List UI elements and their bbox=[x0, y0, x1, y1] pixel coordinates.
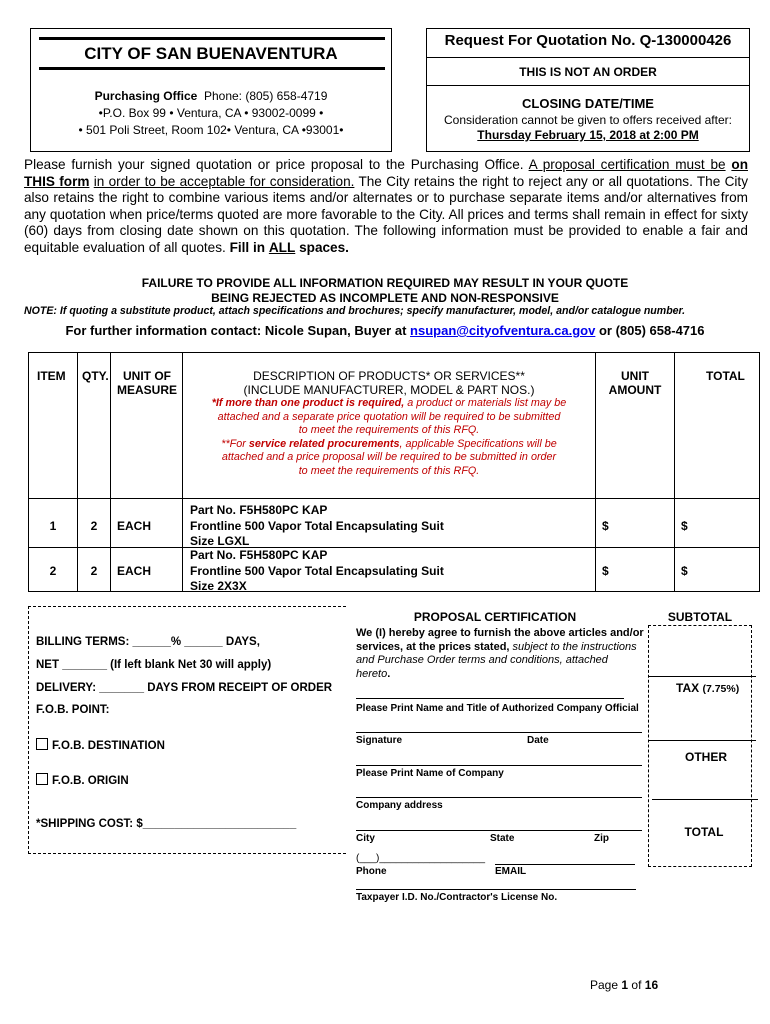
row-1-desc-2: Frontline 500 Vapor Total Encapsulating Suit bbox=[190, 519, 444, 533]
intro-text-7: ALL bbox=[268, 239, 296, 255]
intro-text-3: on THIS form bbox=[24, 157, 748, 189]
warning-line-2: BEING REJECTED AS INCOMPLETE AND NON-RESPONSIVE bbox=[211, 291, 559, 305]
company-name-label: Please Print Name of Company bbox=[356, 768, 504, 779]
signature-label: Signature bbox=[356, 735, 403, 746]
row-1-total[interactable]: $ bbox=[681, 519, 688, 533]
tax-label: TAX bbox=[676, 681, 700, 695]
rfq-rule bbox=[427, 57, 749, 58]
row-2-desc-1: Part No. F5H580PC KAP bbox=[190, 548, 328, 562]
intro-text-1: Please furnish your signed quotation or price proposal to the Purchasing Office. bbox=[24, 157, 524, 172]
service-note-line-3: to meet the requirements of this RFQ. bbox=[298, 464, 480, 477]
intro-text-4: in order to be acceptable for consideration. bbox=[93, 173, 355, 189]
intro-paragraph bbox=[24, 157, 748, 256]
shipping-cost[interactable]: *SHIPPING COST: $________________________ bbox=[36, 818, 297, 830]
city-header-box bbox=[30, 28, 392, 152]
state-label: State bbox=[490, 833, 515, 844]
certification-text-bold: We (I) hereby agree to furnish the above articles and/or services, at the prices stated, bbox=[356, 627, 644, 653]
closing-title: CLOSING DATE/TIME bbox=[522, 96, 654, 111]
certification-text-italic: subject to the instructions and Purchase Order terms and conditions, attached hereto bbox=[356, 640, 637, 680]
row-div-2 bbox=[29, 547, 759, 548]
phone-blank[interactable]: (___)___________________ bbox=[356, 853, 486, 864]
row-2-total[interactable]: $ bbox=[681, 564, 688, 578]
product-note-line-3: to meet the requirements of this RFQ. bbox=[298, 424, 480, 436]
city-top-rule bbox=[39, 37, 385, 40]
city-label: City bbox=[356, 833, 375, 844]
service-note-line-2: attached and a price proposal will be required to be submitted in order bbox=[221, 451, 557, 463]
company-address-label: Company address bbox=[356, 800, 443, 811]
date-label: Date bbox=[527, 735, 549, 746]
fob-origin-label: F.O.B. ORIGIN bbox=[52, 775, 129, 787]
row-2-qty: 2 bbox=[90, 564, 98, 578]
page-prefix: Page bbox=[590, 978, 619, 992]
col-div-1 bbox=[77, 353, 78, 591]
city-name: CITY OF SAN BUENAVENTURA bbox=[84, 44, 338, 63]
product-note-line-1: *If more than one product is required, a product or materials list may be bbox=[211, 397, 567, 409]
row-1-desc-1: Part No. F5H580PC KAP bbox=[190, 503, 328, 517]
fob-destination-option[interactable] bbox=[36, 738, 165, 752]
signature-line[interactable] bbox=[356, 732, 642, 733]
subtotal-label: SUBTOTAL bbox=[667, 610, 733, 624]
certification-title: PROPOSAL CERTIFICATION bbox=[413, 610, 577, 624]
page-number bbox=[590, 978, 658, 992]
po-box: •P.O. Box 99 • Ventura, CA • 93002-0099 • bbox=[98, 106, 324, 120]
row-1-desc-3: Size LGXL bbox=[190, 534, 250, 548]
service-note-line-1: **For service related procurements, applicable Specifications will be bbox=[221, 437, 557, 450]
name-title-line[interactable] bbox=[356, 698, 624, 699]
row-div-1 bbox=[29, 498, 759, 499]
product-note bbox=[183, 397, 595, 478]
phone-label: Phone bbox=[356, 866, 387, 877]
rfq-title: Request For Quotation No. Q-130000426 bbox=[444, 32, 732, 49]
subtotal-input-line[interactable] bbox=[648, 676, 756, 677]
header-item: ITEM bbox=[37, 369, 66, 383]
header-qty: QTY. bbox=[82, 369, 109, 383]
street-address: • 501 Poli Street, Room 102• Ventura, CA •93001• bbox=[78, 123, 344, 137]
net-terms[interactable]: NET _______ (If left blank Net 30 will apply) bbox=[36, 659, 272, 671]
header-unit-amount-1: UNIT bbox=[621, 369, 649, 383]
warning-line-1: FAILURE TO PROVIDE ALL INFORMATION REQUIRED MAY RESULT IN YOUR QUOTE bbox=[141, 276, 629, 290]
header-unit-amount-2: AMOUNT bbox=[608, 383, 662, 397]
office-label: Purchasing Office bbox=[94, 89, 198, 103]
company-name-line[interactable] bbox=[356, 765, 642, 766]
col-div-5 bbox=[674, 353, 675, 591]
product-note-line-2: attached and a separate price quotation will be required to be submitted bbox=[217, 410, 561, 423]
not-an-order: THIS IS NOT AN ORDER bbox=[519, 65, 657, 79]
contact-line bbox=[0, 323, 770, 338]
fob-destination-checkbox[interactable] bbox=[36, 738, 48, 750]
email-label: EMAIL bbox=[495, 866, 527, 877]
city-state-zip-line[interactable] bbox=[356, 830, 642, 831]
substitute-note: NOTE: If quoting a substitute product, attach specifications and brochures; specify manufacturer, model, and/or catalogue number. bbox=[24, 305, 686, 317]
row-1-qty: 2 bbox=[90, 519, 98, 533]
contact-prefix: For further information contact: Nicole Supan, Buyer at bbox=[65, 323, 407, 338]
certification-text: We (I) hereby agree to furnish the above articles and/or services, at the prices stated, subject to the instructions and Purchase Order terms and conditions, attached hereto. bbox=[356, 627, 644, 680]
billing-terms[interactable]: BILLING TERMS: ______% ______ DAYS, bbox=[36, 636, 260, 648]
city-bottom-rule bbox=[39, 67, 385, 70]
fob-origin-option[interactable] bbox=[36, 773, 129, 787]
row-1-amount[interactable]: $ bbox=[602, 519, 609, 533]
row-1-unit: EACH bbox=[117, 519, 152, 533]
row-2-desc-3: Size 2X3X bbox=[190, 579, 247, 593]
office-phone: Phone: (805) 658-4719 bbox=[203, 89, 328, 103]
fob-origin-checkbox[interactable] bbox=[36, 773, 48, 785]
office-line bbox=[31, 89, 391, 103]
intro-text-2: A proposal certification must be bbox=[528, 157, 726, 172]
intro-text-6: Fill in bbox=[229, 239, 266, 255]
row-2-item: 2 bbox=[49, 564, 57, 578]
fob-point: F.O.B. POINT: bbox=[36, 704, 110, 716]
tax-row bbox=[676, 681, 739, 695]
fob-destination-label: F.O.B. DESTINATION bbox=[52, 740, 165, 752]
taxpayer-label: Taxpayer I.D. No./Contractor's License No. bbox=[356, 892, 558, 903]
tax-input-line[interactable] bbox=[648, 740, 756, 741]
header-unit-1: UNIT OF bbox=[123, 369, 171, 383]
header-unit-2: MEASURE bbox=[116, 383, 177, 397]
contact-email-link[interactable]: nsupan@cityofventura.ca.gov bbox=[410, 323, 596, 338]
contact-suffix: or (805) 658-4716 bbox=[598, 323, 705, 338]
row-1-item: 1 bbox=[49, 519, 57, 533]
grand-total-label: TOTAL bbox=[684, 825, 724, 839]
other-label: OTHER bbox=[685, 750, 727, 764]
closing-note: Consideration cannot be given to offers received after: bbox=[444, 113, 732, 127]
delivery-terms[interactable]: DELIVERY: _______ DAYS FROM RECEIPT OF ORDER bbox=[36, 682, 333, 694]
row-2-amount[interactable]: $ bbox=[602, 564, 609, 578]
row-2-unit: EACH bbox=[117, 564, 152, 578]
page-total: 16 bbox=[644, 978, 659, 992]
intro-text-8: spaces. bbox=[299, 239, 349, 255]
page-current: 1 bbox=[621, 978, 629, 992]
closing-date: Thursday February 15, 2018 at 2:00 PM bbox=[477, 128, 699, 142]
page-of: of bbox=[631, 978, 642, 992]
name-title-label: Please Print Name and Title of Authorized Company Official bbox=[356, 703, 639, 714]
header-total: TOTAL bbox=[706, 369, 745, 383]
header-desc-2: (INCLUDE MANUFACTURER, MODEL & PART NOS.) bbox=[243, 383, 535, 397]
other-input-line[interactable] bbox=[652, 799, 758, 800]
company-address-line[interactable] bbox=[356, 797, 642, 798]
row-2-desc-2: Frontline 500 Vapor Total Encapsulating Suit bbox=[190, 564, 444, 578]
zip-label: Zip bbox=[594, 833, 609, 844]
email-line[interactable] bbox=[495, 864, 635, 865]
tax-rate: (7.75%) bbox=[702, 683, 740, 695]
header-desc-1: DESCRIPTION OF PRODUCTS* OR SERVICES** bbox=[253, 369, 525, 383]
items-table bbox=[28, 352, 760, 592]
intro-text-5: The City retains the right to reject any or all quotations. The City also retains the right to combine various items and/or alternates or to purchase separate items and/or alternatives from any quotation when price/terms quoted are more favorable to the City. All prices and terms shall remain in effect for sixty (60) days from closing date shown on this quotation. The following information must be provided to enable a fair and equitable evaluation of all quotes. bbox=[24, 173, 748, 255]
order-rule bbox=[427, 85, 749, 86]
rfq-header-box bbox=[426, 28, 750, 152]
taxpayer-line[interactable] bbox=[356, 889, 636, 890]
